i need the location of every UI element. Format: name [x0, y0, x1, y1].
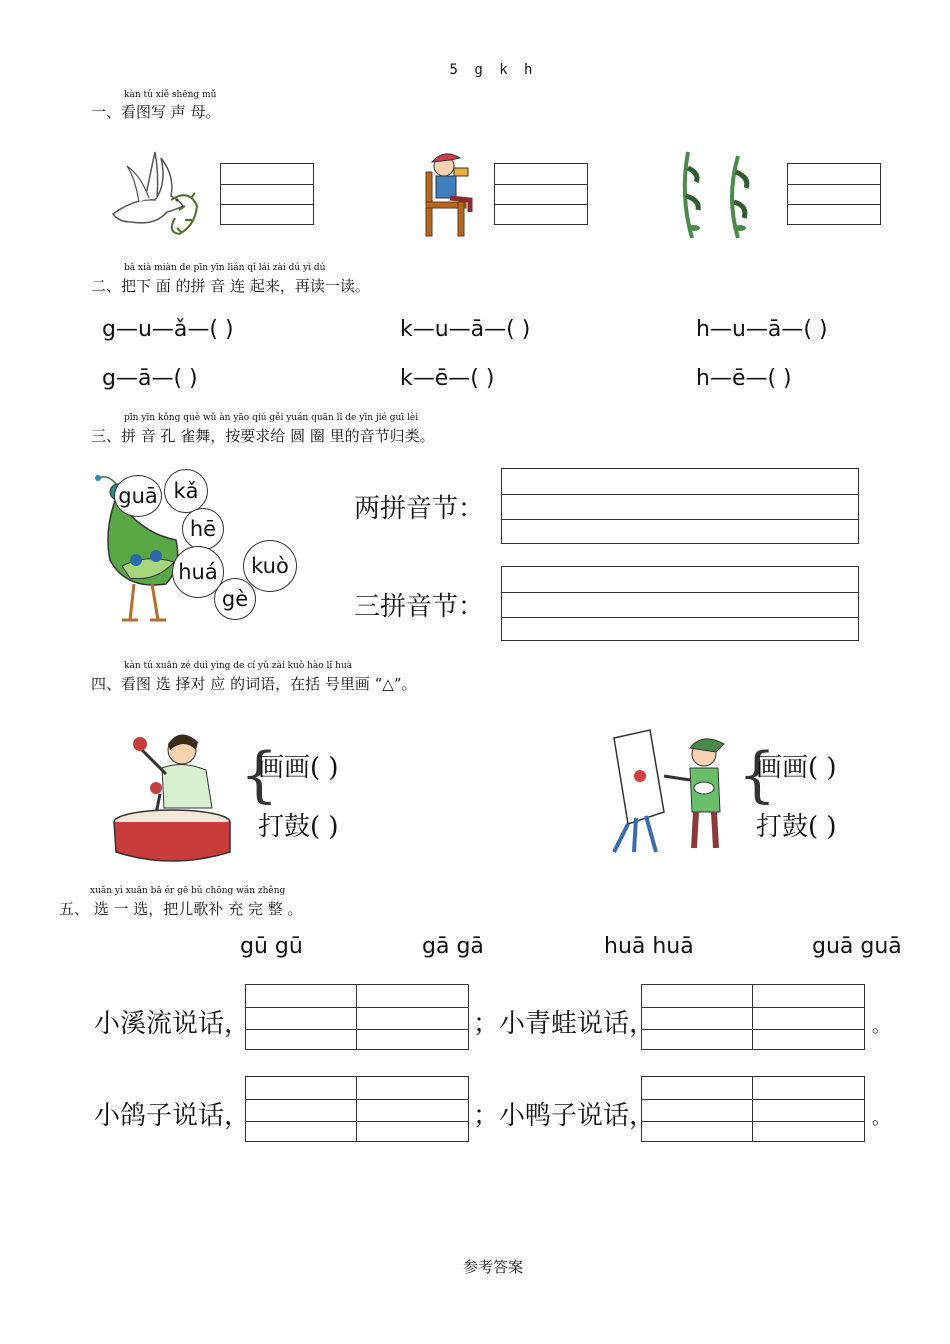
syllable-bubble-3[interactable]: hē — [182, 508, 224, 550]
right-brace: { — [738, 740, 777, 810]
right-option-drumming[interactable]: 打鼓( ) — [756, 812, 837, 842]
pigeon-answer-cell-2[interactable] — [356, 1076, 469, 1142]
three-part-syllable-label: 三拼音节： — [354, 592, 485, 622]
line1-period: 。 — [872, 1016, 890, 1037]
option-ga-ga[interactable]: gā gā — [422, 934, 484, 959]
q3-instruction: 三、拼 音 孔 雀舞，按要求给 圆 圈 里的音节归类。 — [91, 427, 435, 445]
left-option-painting[interactable]: 画画( ) — [258, 753, 339, 783]
option-hua-hua[interactable]: huā huā — [604, 934, 694, 959]
q4-pinyin: kàn tú xuǎn zé duì yìng de cí yǔ zài kuò hào lǐ huà — [124, 661, 353, 671]
page-title: 5 g k h — [449, 62, 537, 78]
answer-box-child[interactable] — [494, 163, 588, 225]
answer-box-dove[interactable] — [220, 163, 314, 225]
option-gu-gu[interactable]: gū gū — [240, 934, 303, 959]
pinyin-row-1-col-2[interactable]: k—u—ā—( ) — [400, 317, 531, 342]
pigeon-says-label: 小鸽子说话， — [94, 1101, 251, 1131]
syllable-bubble-2[interactable]: kǎ — [164, 469, 208, 513]
left-brace: { — [240, 740, 279, 810]
two-part-syllable-box[interactable] — [501, 468, 859, 544]
q5-pinyin: xuǎn yì xuǎn bǎ ér gē bǔ chōng wán zhěng — [90, 886, 286, 896]
frog-says-label: ；小青蛙说话， — [473, 1009, 656, 1039]
stream-says-label: 小溪流说话， — [94, 1009, 251, 1039]
pigeon-answer-cell-1[interactable] — [245, 1076, 357, 1142]
three-part-syllable-box[interactable] — [501, 566, 859, 641]
q4-instruction: 四、看图 选 择对 应 的词语，在括 号里画 “△”。 — [91, 675, 417, 693]
answer-box-bean[interactable] — [787, 163, 881, 225]
q3-pinyin: pīn yīn kǒng què wǔ àn yāo qiú gěi yuán quān lǐ de yīn jié guī lèi — [124, 413, 419, 423]
left-option-drumming[interactable]: 打鼓( ) — [258, 812, 339, 842]
syllable-bubble-6[interactable]: gè — [214, 578, 256, 620]
frog-answer-cell-1[interactable] — [641, 984, 753, 1050]
pinyin-row-2-col-3[interactable]: h—ē—( ) — [696, 366, 792, 391]
q2-pinyin: bǎ xià miàn de pīn yīn lián qǐ lái zài dú yì dú — [124, 263, 326, 273]
q2-instruction: 二、把下 面 的拼 音 连 起来，再读一读。 — [91, 277, 370, 295]
q5-instruction: 五、 选 一 选，把儿歌补 充 完 整 。 — [59, 900, 303, 918]
right-option-painting[interactable]: 画画( ) — [756, 753, 837, 783]
pinyin-row-2-col-2[interactable]: k—ē—( ) — [400, 366, 495, 391]
duck-answer-cell-2[interactable] — [752, 1076, 865, 1142]
line2-period: 。 — [872, 1108, 890, 1129]
q1-pinyin: kàn tú xiě shēng mǔ — [124, 90, 217, 100]
duck-answer-cell-1[interactable] — [641, 1076, 753, 1142]
syllable-bubble-5[interactable]: kuò — [243, 540, 297, 592]
stream-answer-cell-1[interactable] — [245, 984, 357, 1050]
child-on-chair-picture — [420, 150, 480, 238]
option-gua-gua[interactable]: guā guā — [812, 934, 902, 959]
pinyin-row-1-col-1[interactable]: g—u—ǎ—( ) — [102, 317, 234, 342]
stream-answer-cell-2[interactable] — [356, 984, 469, 1050]
answer-key-link[interactable]: 参考答案 — [462, 1258, 523, 1276]
q1-instruction: 一、看图写 声 母。 — [91, 103, 221, 121]
duck-says-label: ；小鸭子说话， — [473, 1101, 656, 1131]
drummer-picture — [110, 724, 240, 866]
dove-picture — [105, 148, 205, 240]
painter-picture — [606, 728, 734, 858]
syllable-bubble-1[interactable]: guā — [114, 475, 162, 517]
syllable-bubble-4[interactable]: huá — [172, 546, 224, 598]
bean-plant-picture — [676, 148, 766, 242]
frog-answer-cell-2[interactable] — [752, 984, 865, 1050]
pinyin-row-1-col-3[interactable]: h—u—ā—( ) — [696, 317, 828, 342]
two-part-syllable-label: 两拼音节： — [354, 494, 485, 524]
pinyin-row-2-col-1[interactable]: g—ā—( ) — [102, 366, 198, 391]
